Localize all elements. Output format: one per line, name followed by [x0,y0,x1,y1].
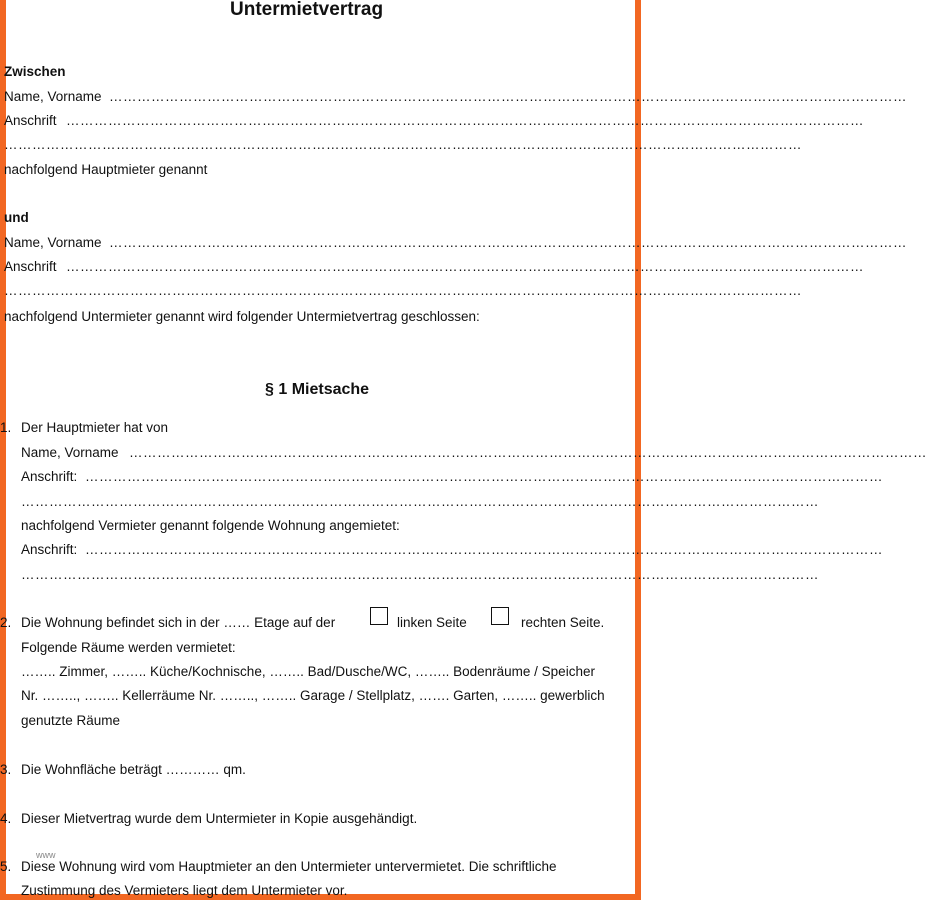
wohnflaeche-text: Die Wohnfläche beträgt ………… qm. [21,762,246,777]
wohnung-anschrift-label: Anschrift: [21,542,78,557]
wohnung-extra-field[interactable]: ……………………………………………………………………………………………………………………………………………………… [21,567,819,582]
vermieter-name-label: Name, Vorname [21,445,119,460]
untermieter-name-field[interactable]: ……………………………………………………………………………………………………………………………………………………… [109,235,907,250]
und-label: und [4,210,29,225]
hauptmieter-anschrift-label: Anschrift [4,113,57,128]
hauptmieter-name-label: Name, Vorname [4,89,102,104]
untervermietung-line-2: Zustimmung des Vermieters liegt dem Untermieter vor. [21,883,348,898]
hauptmieter-extra-field[interactable]: ……………………………………………………………………………………………………………………………………………………… [4,137,802,152]
rechte-seite-label: rechten Seite. [521,615,605,630]
item-5-number: 5. [0,859,12,874]
vermieter-anschrift-label: Anschrift: [21,469,78,484]
zwischen-label: Zwischen [4,64,66,79]
hauptmieter-name-field[interactable]: ……………………………………………………………………………………………………………………………………………………… [109,89,907,104]
untermieter-name-label: Name, Vorname [4,235,102,250]
item-1-intro: Der Hauptmieter hat von [21,420,169,435]
document-title: Untermietvertrag [230,0,384,20]
linke-seite-checkbox[interactable] [370,607,388,625]
raeume-line-1: …….. Zimmer, …….. Küche/Kochnische, …….. Bad/Dusche/WC, …….. Bodenräume / Speicher [21,664,595,679]
linke-seite-label: linken Seite [397,615,467,630]
vermieter-name-field[interactable]: ……………………………………………………………………………………………………………………………………………………… [129,445,927,460]
raeume-line-3: genutzte Räume [21,713,121,728]
rechte-seite-checkbox[interactable] [491,607,509,625]
untermieter-anschrift-field[interactable]: ……………………………………………………………………………………………………………………………………………………… [66,259,864,274]
item-2-etage-text: Die Wohnung befindet sich in der …… Etage auf der [21,615,336,630]
section-heading-mietsache: § 1 Mietsache [265,381,370,398]
raeume-label: Folgende Räume werden vermietet: [21,640,236,655]
vermieter-note: nachfolgend Vermieter genannt folgende Wohnung angemietet: [21,518,400,533]
kopie-text: Dieser Mietvertrag wurde dem Untermieter in Kopie ausgehändigt. [21,811,418,826]
vermieter-anschrift-field[interactable]: ……………………………………………………………………………………………………………………………………………………… [85,469,883,484]
item-1-number: 1. [0,420,12,435]
item-2-number: 2. [0,615,12,630]
raeume-line-2: Nr. …….., …….. Kellerräume Nr. …….., …….. Garage / Stellplatz, ……. Garten, …….. gewerblich [21,688,605,703]
untervermietung-line-1: Diese Wohnung wird vom Hauptmieter an den Untermieter untervermietet. Die schriftliche [21,859,557,874]
item-3-number: 3. [0,762,12,777]
watermark: www [36,850,56,860]
hauptmieter-note: nachfolgend Hauptmieter genannt [4,162,208,177]
untermieter-note: nachfolgend Untermieter genannt wird folgender Untermietvertrag geschlossen: [4,309,480,324]
untermieter-anschrift-label: Anschrift [4,259,57,274]
item-4-number: 4. [0,811,12,826]
hauptmieter-anschrift-field[interactable]: ……………………………………………………………………………………………………………………………………………………… [66,113,864,128]
wohnung-anschrift-field[interactable]: ……………………………………………………………………………………………………………………………………………………… [85,542,883,557]
untermieter-extra-field[interactable]: ……………………………………………………………………………………………………………………………………………………… [4,283,802,298]
vermieter-extra-field[interactable]: ……………………………………………………………………………………………………………………………………………………… [21,494,819,509]
